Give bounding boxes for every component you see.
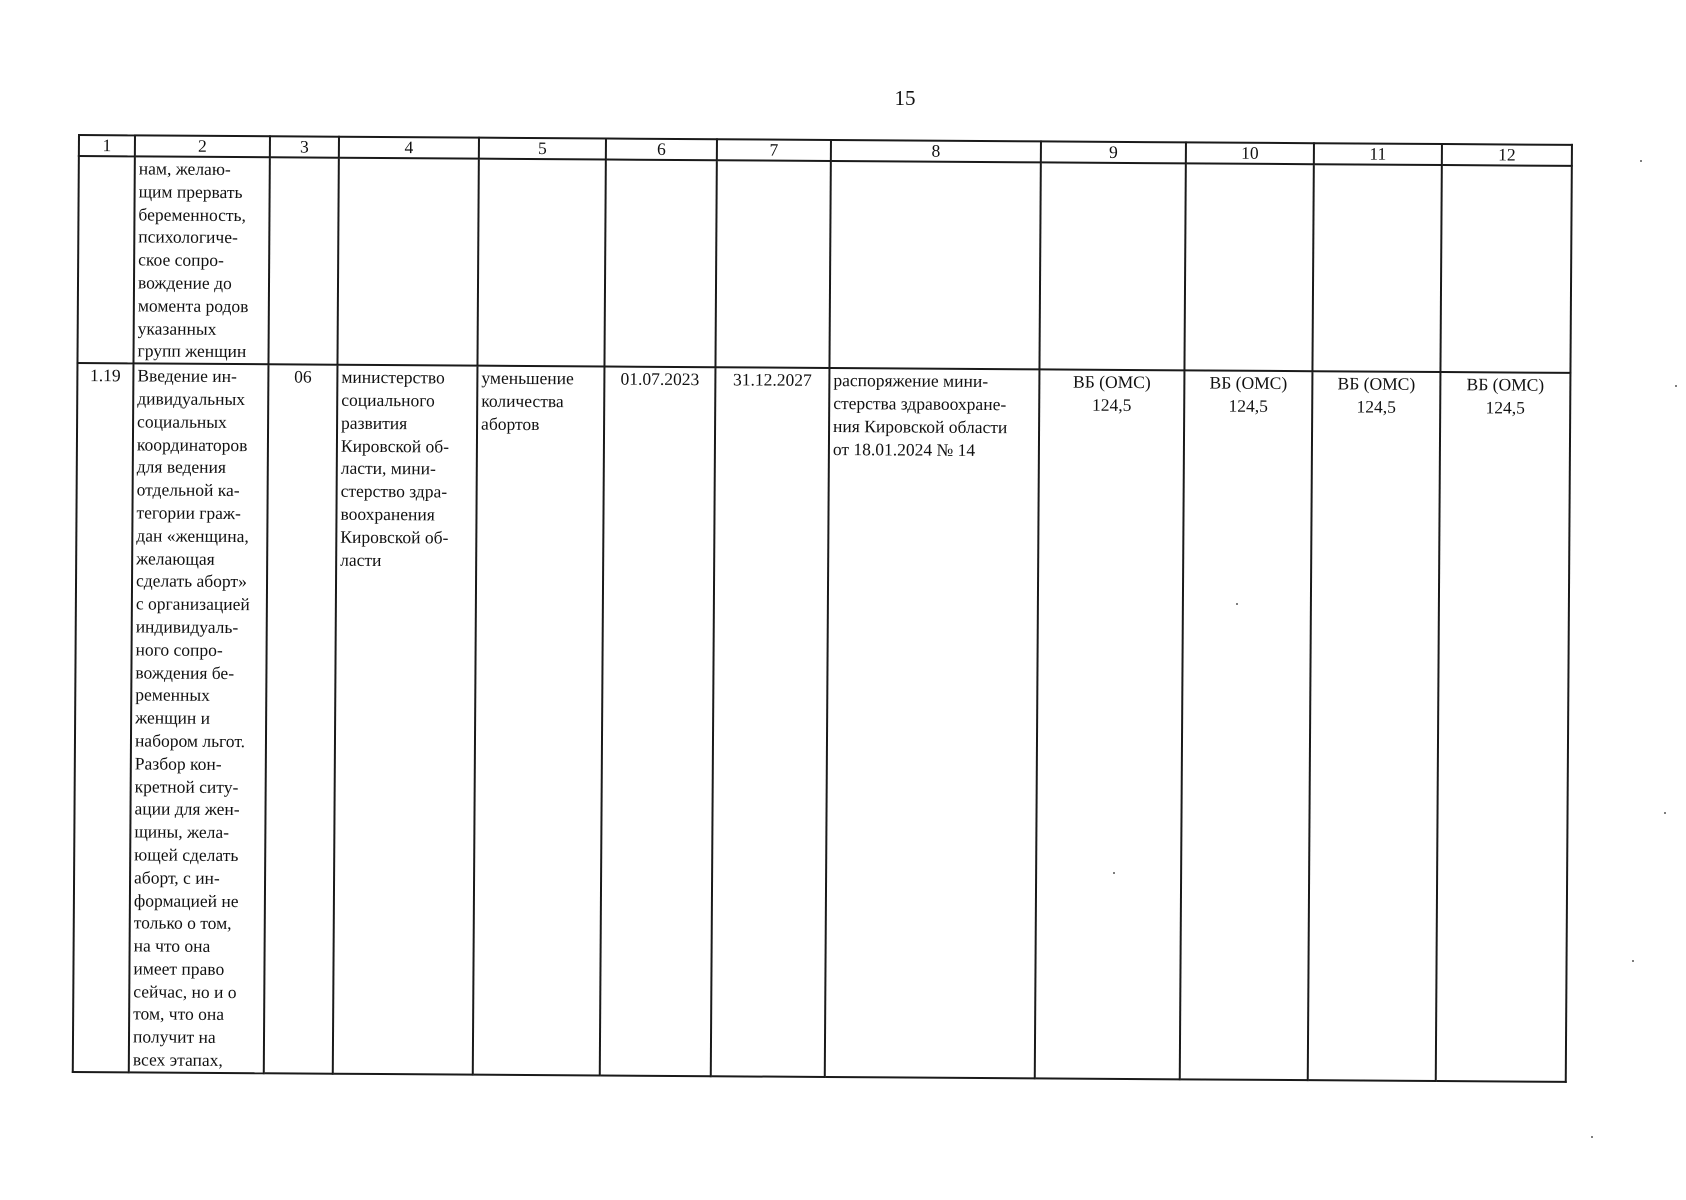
column-number: 7 <box>717 139 831 161</box>
cell-start-date: 01.07.2023 <box>600 367 716 1076</box>
cell-funding: ВБ (ОМС) 124,5 <box>1436 372 1571 1082</box>
column-number: 12 <box>1442 144 1572 166</box>
column-number: 4 <box>339 137 479 159</box>
cell-funding: ВБ (ОМС) 124,5 <box>1180 371 1313 1081</box>
cell-code: 06 <box>264 364 338 1073</box>
scan-speck <box>1113 872 1115 874</box>
scan-speck <box>1591 1136 1593 1138</box>
cell-funding <box>1039 162 1185 370</box>
column-number: 8 <box>831 140 1041 162</box>
cell-executor <box>337 158 478 366</box>
cell-funding <box>1184 163 1313 371</box>
column-number: 1 <box>79 135 135 156</box>
column-number: 10 <box>1186 142 1314 164</box>
cell-expected-result: уменьшение количества абортов <box>473 366 605 1076</box>
scan-speck <box>1640 160 1642 162</box>
scan-speck <box>1664 812 1666 814</box>
column-number: 6 <box>606 139 717 161</box>
table-row <box>77 156 1571 373</box>
scan-speck <box>1632 960 1634 962</box>
cell-end-date <box>715 160 830 368</box>
column-number: 11 <box>1314 143 1442 165</box>
cell-funding: ВБ (ОМС) 124,5 <box>1308 371 1441 1081</box>
cell-start-date <box>604 160 716 368</box>
cell-measure-description: Введение ин- дивидуальных социальных координаторов для ведения отдельной ка- тегории граж- дан «женщина, желающая сделать аборт» с организацией индивидуаль- ного сопро- вождения бе- ременных женщин и набором льгот. Разбор кон- кретной ситу- ации для жен- щины, жела- ющей сделать аборт, с ин- формацией не только о том, на что она имеет право сейчас, но и о том, что она получит на всех этапах, <box>129 364 269 1074</box>
column-number: 9 <box>1041 141 1186 163</box>
cell-executor: министерство социального развития Кировской об- ласти, мини- стерство здра- воохранения Кировской об- ласти <box>333 365 478 1075</box>
cell-code <box>268 157 338 365</box>
cell-funding <box>1440 165 1571 373</box>
page-number: 15 <box>894 86 916 110</box>
cell-measure-description: нам, желаю- щим прервать беременность, психологиче- ское сопро- вождение до момента родов указанных групп женщин <box>133 156 269 364</box>
measures-table <box>72 134 1573 1083</box>
cell-funding: ВБ (ОМС) 124,5 <box>1035 370 1185 1080</box>
scan-speck <box>1675 385 1677 387</box>
column-number: 3 <box>270 136 339 157</box>
scan-speck <box>1236 603 1238 605</box>
column-number: 2 <box>135 135 270 157</box>
cell-funding <box>1312 164 1441 372</box>
cell-legal-act: распоряжение мини- стерства здравоохране- ния Кировской области от 18.01.2024 № 14 <box>825 368 1040 1078</box>
cell-legal-act <box>829 161 1040 370</box>
cell-expected-result <box>477 159 605 367</box>
cell-item-number: 1.19 <box>73 363 134 1072</box>
column-number: 5 <box>479 138 606 160</box>
table-row <box>73 363 1571 1082</box>
cell-item-number <box>77 156 134 364</box>
cell-end-date: 31.12.2027 <box>711 367 830 1076</box>
